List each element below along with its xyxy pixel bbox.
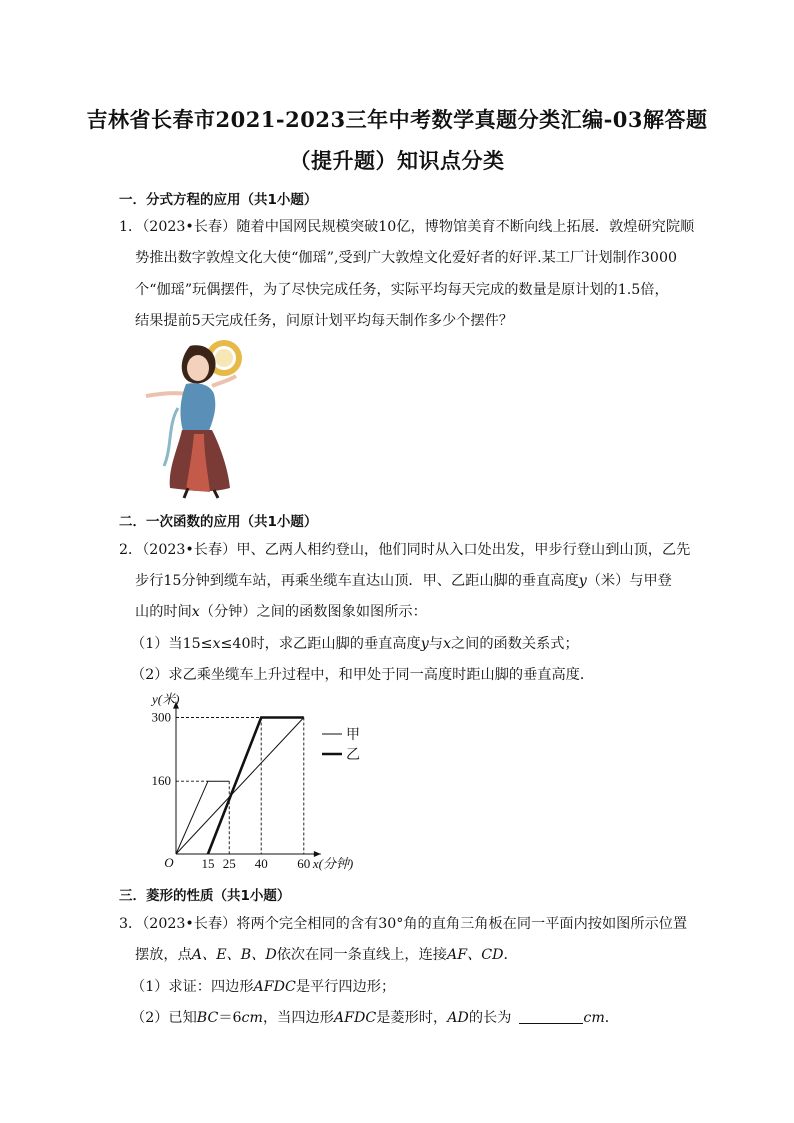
origin-label: O [164, 855, 174, 870]
q3-part-2-mid: ，当四边形 [262, 1010, 334, 1026]
q3-line-2-end: ． [503, 947, 518, 963]
q3-line-2-mid: 依次在同一条直线上，连接 [276, 947, 447, 963]
y-tick-160: 160 [151, 773, 171, 789]
q3-part-1-tail: 是平行四边形； [295, 979, 396, 995]
character-body [181, 383, 216, 434]
section-heading-2: 二．一次函数的应用（共1小题） [119, 514, 318, 530]
character-arm-left [146, 393, 186, 396]
q2-part-2: （2）求乙乘坐缆车上升过程中，和甲处于同一高度时距山脚的垂直高度． [131, 667, 595, 683]
q3-part-1-head: （1）求证：四边形 [131, 979, 254, 995]
q2-var-y: y [578, 573, 587, 589]
q2-var-x: x [191, 604, 200, 620]
section-heading-3: 三．菱形的性质（共1小题） [119, 888, 291, 904]
q3-part-2 [131, 1007, 619, 1027]
q3-points: A、E、B、D [191, 947, 277, 963]
x-tick-15: 15 [201, 856, 215, 871]
q2-part-1-mid: ≤40时，求乙距山脚的垂直高度 [220, 636, 421, 652]
q2-part-1 [131, 633, 579, 653]
q3-unit-cm2: cm [583, 1010, 605, 1026]
q2-line-2-tail: （米）与甲登 [586, 573, 672, 589]
x-tick-25: 25 [222, 856, 236, 871]
q3-part-2-mid2: 是菱形时， [376, 1010, 448, 1026]
q1-line-2: 势推出数字敦煌文化大使“伽瑶”,受到广大敦煌文化爱好者的好评.某工厂计划制作3000 [135, 250, 678, 266]
section-heading-1: 一．分式方程的应用（共1小题） [119, 192, 318, 208]
answer-blank[interactable] [519, 1009, 583, 1024]
y-tick-300: 300 [151, 709, 171, 725]
function-graph [130, 690, 390, 872]
q3-var-ad: AD [447, 1010, 469, 1026]
q2-part-1-var-x2: x [442, 636, 451, 652]
q1-line-1: 1．（2023•长春）随着中国网民规模突破10亿，博物馆美育不断向线上拓展．敦煌研究院顺 [119, 219, 695, 235]
q2-part-1-var-y: y [420, 636, 429, 652]
q2-line-3 [135, 601, 427, 621]
series-yi-cable [208, 718, 304, 855]
q2-part-1-mid2: 与 [428, 636, 443, 652]
q3-unit-cm: cm [241, 1010, 263, 1026]
q3-part-1-quad: AFDC [253, 979, 296, 995]
q2-line-2-text: 步行15分钟到缆车站，再乘坐缆车直达山顶．甲、乙距山脚的垂直高度 [135, 573, 579, 589]
q3-eq: ＝6 [218, 1010, 242, 1026]
q1-line-4: 结果提前5天完成任务，问原计划平均每天制作多少个摆件？ [135, 313, 513, 329]
q3-var-bc: BC [196, 1010, 219, 1026]
q3-part-2-head: （2）已知 [131, 1010, 197, 1026]
x-tick-60: 60 [297, 856, 311, 871]
q2-line-3-tail: （分钟）之间的函数图象如图所示： [199, 604, 427, 620]
q2-part-1-tail: 之间的函数关系式； [450, 636, 579, 652]
x-axis-label: x(分钟) [312, 856, 354, 871]
q3-part-2-quad: AFDC [333, 1010, 377, 1026]
q2-line-3-text: 山的时间 [135, 604, 192, 620]
q3-line-2 [135, 944, 518, 964]
x-tick-40: 40 [254, 856, 268, 871]
series-jia-line [176, 718, 304, 855]
q3-part-2-end: ． [604, 1010, 619, 1026]
character-face [187, 355, 209, 381]
q3-segments: AF、CD [447, 947, 504, 963]
q2-part-1-head: （1）当15≤ [131, 636, 213, 652]
legend-jia-label: 甲 [346, 728, 360, 743]
q3-line-1: 3．（2023•长春）将两个完全相同的含有30°角的直角三角板在同一平面内按如图所示位置 [119, 916, 688, 932]
q3-line-2-head: 摆放，点 [135, 947, 192, 963]
q2-part-1-var-x: x [212, 636, 221, 652]
q3-part-1 [131, 976, 395, 996]
doc-title-line2: （提升题）知识点分类 [289, 148, 505, 173]
y-axis-label: y(米) [152, 691, 180, 707]
q3-part-2-mid3: 的长为 [468, 1010, 512, 1026]
character-illustration [138, 338, 248, 500]
q2-line-1: 2．（2023•长春）甲、乙两人相约登山，他们同时从入口处出发，甲步行登山到山顶，乙先 [119, 542, 691, 558]
legend-yi-label: 乙 [346, 748, 360, 763]
doc-title-line1: 吉林省长春市2021-2023三年中考数学真题分类汇编-03解答题 [86, 107, 708, 132]
q1-line-3: 个“伽瑶”玩偶摆件，为了尽快完成任务，实际平均每天完成的数量是原计划的1.5倍， [135, 282, 669, 298]
character-arm-right [212, 376, 236, 386]
halo-inner [215, 349, 233, 367]
q2-line-2 [135, 570, 672, 590]
